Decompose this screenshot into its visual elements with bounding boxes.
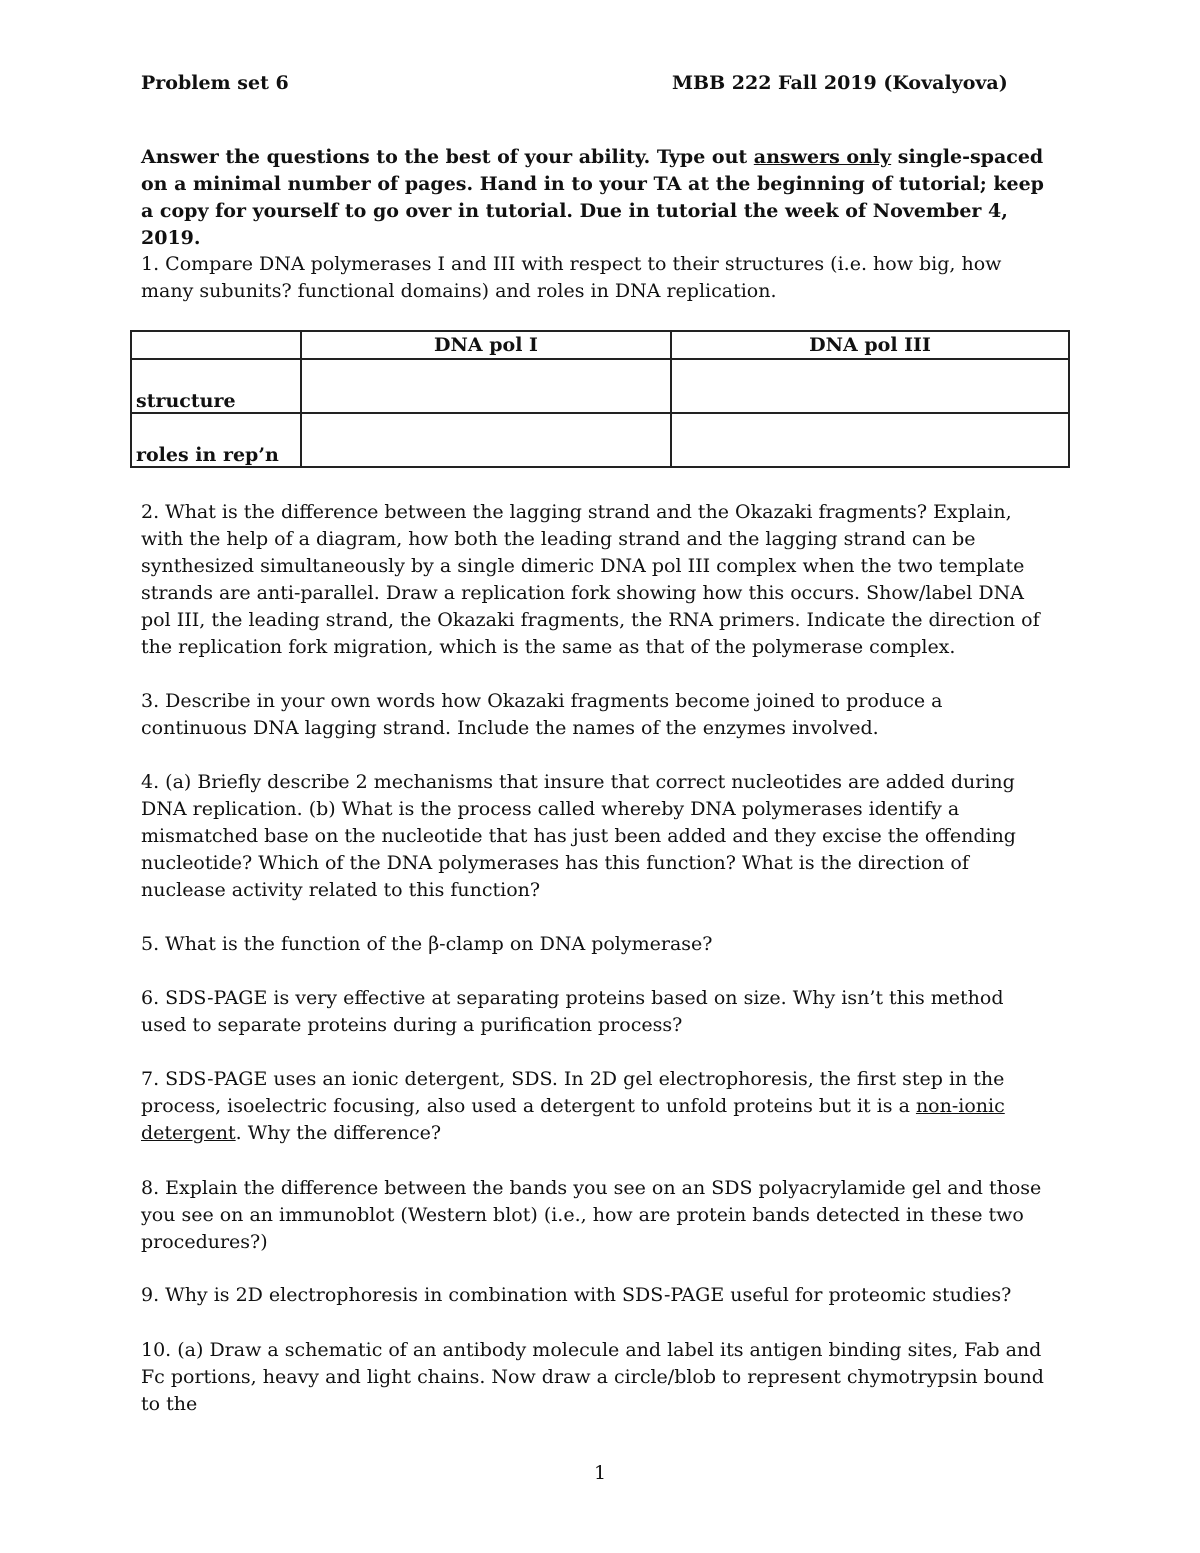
table-cell[interactable] [671,359,1069,413]
question-5: 5. What is the function of the β-clamp on DNA polymerase? [141,933,713,955]
question-7-post: . Why the difference? [235,1122,442,1144]
question-3: 3. Describe in your own words how Okazaki fragments become joined to produce a continuous DNA lagging strand. Include the names of the enzymes involved. [141,690,943,739]
table-row [131,413,1069,467]
table-header-cell [131,331,301,359]
question-4: 4. (a) Briefly describe 2 mechanisms that insure that correct nucleotides are added during DNA replication. (b) What is the process called whereby DNA polymerases identify a mismatched base on the nucleotide that has just been added and they excise the offending nucleotide? Which of the DNA polymerases has this function? What is the direction of nuclease activity related to this function? [141,771,1016,901]
table-cell[interactable] [301,359,671,413]
instructions-pre: Answer the questions to the best of your ability. Type out [141,146,754,168]
table-header-cell: DNA pol III [671,331,1069,359]
row-label: structure [131,359,301,413]
table-header-row [131,331,1069,359]
table-header-cell: DNA pol I [301,331,671,359]
header-right: MBB 222 Fall 2019 (Kovalyova) [672,72,1008,94]
row-label: roles in rep’n [131,413,301,467]
question-6: 6. SDS-PAGE is very effective at separating proteins based on size. Why isn’t this method used to separate proteins during a purification process? [141,987,1004,1036]
question-8: 8. Explain the difference between the bands you see on an SDS polyacrylamide gel and those you see on an immunoblot (Western blot) (i.e., how are protein bands detected in these two procedures?) [141,1177,1042,1253]
comparison-table [130,330,1070,468]
question-7-pre: 7. SDS-PAGE uses an ionic detergent, SDS. In 2D gel electrophoresis, the first step in the process, isoelectric focusing, also used a detergent to unfold proteins but it is a [141,1068,1005,1117]
instructions-post: single-spaced on a minimal number of pages. Hand in to your TA at the beginning of tutorial; keep a copy for yourself to go over in tutorial. Due in tutorial the week of November 4, 2019. [141,146,1044,249]
table-cell[interactable] [301,413,671,467]
page-number: 1 [593,1462,607,1484]
table-row [131,359,1069,413]
instructions-underlined: answers only [753,146,892,168]
header-left: Problem set 6 [141,72,289,94]
question-2: 2. What is the difference between the lagging strand and the Okazaki fragments? Explain, with the help of a diagram, how both the leading strand and the lagging strand can be synthesized simultaneously by a single dimeric DNA pol III complex when the two template strands are anti-parallel. Draw a replication fork showing how this occurs. Show/label DNA pol III, the leading strand, the Okazaki fragments, the RNA primers. Indicate the direction of the replication fork migration, which is the same as that of the polymerase complex. [141,501,1040,658]
question-7 [141,1066,1053,1147]
instructions [141,144,1051,252]
table-cell[interactable] [671,413,1069,467]
question-1: 1. Compare DNA polymerases I and III with respect to their structures (i.e. how big, how many subunits? functional domains) and roles in DNA replication. [141,253,1002,302]
question-7-underlined: non-ionic detergent [141,1095,1005,1144]
question-10: 10. (a) Draw a schematic of an antibody molecule and label its antigen binding sites, Fab and Fc portions, heavy and light chains. Now draw a circle/blob to represent chymotrypsin bound to the [141,1339,1044,1415]
question-9: 9. Why is 2D electrophoresis in combination with SDS-PAGE useful for proteomic studies? [141,1284,1012,1306]
